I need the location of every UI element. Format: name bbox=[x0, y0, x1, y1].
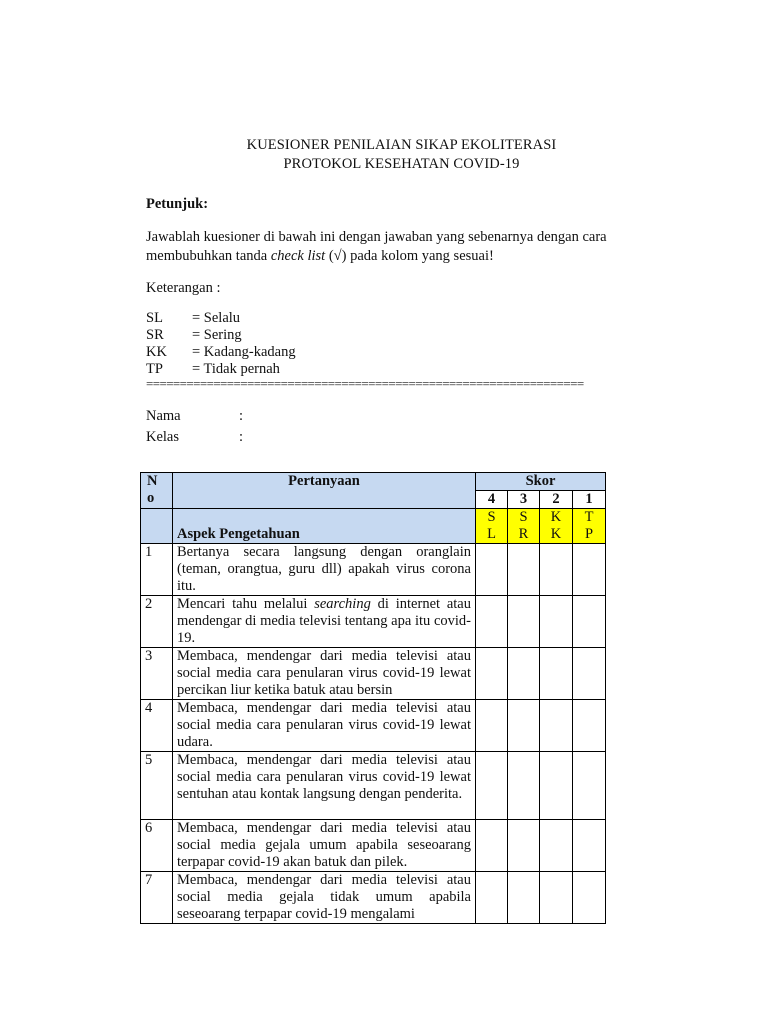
instructions-text-start: Jawablah kuesioner di bawah ini dengan jawaban yang sebenarnya dengan cara membubuhkan tanda bbox=[146, 229, 607, 264]
score-cell-kk[interactable] bbox=[540, 544, 573, 596]
document-title-line1: KUESIONER PENILAIAN SIKAP EKOLITERASI bbox=[246, 137, 557, 153]
row-number: 4 bbox=[141, 700, 173, 752]
question-text bbox=[173, 820, 476, 872]
question-text-part: Membaca, mendengar dari media televisi atau social media gejala tidak umum apabila seseoarang terpapar covid-19 mengalami bbox=[177, 872, 471, 922]
legend-meaning: = Tidak pernah bbox=[192, 361, 280, 377]
row-number: 2 bbox=[141, 596, 173, 648]
table-row bbox=[141, 752, 606, 820]
question-text bbox=[173, 544, 476, 596]
score-cell-sr[interactable] bbox=[508, 872, 540, 924]
score-cell-sr[interactable] bbox=[508, 596, 540, 648]
class-label: Kelas bbox=[146, 429, 180, 445]
score-code-kk bbox=[540, 509, 573, 544]
score-code-line1: S bbox=[487, 509, 496, 525]
legend-meaning: = Selalu bbox=[192, 310, 241, 326]
score-code-sr bbox=[508, 509, 540, 544]
score-code-line2: P bbox=[584, 526, 594, 542]
score-code-tp bbox=[573, 509, 606, 544]
legend-meaning: = Kadang-kadang bbox=[192, 344, 296, 360]
question-text bbox=[173, 872, 476, 924]
score-cell-sl[interactable] bbox=[476, 752, 508, 820]
score-cell-sr[interactable] bbox=[508, 752, 540, 820]
section-title: Aspek Pengetahuan bbox=[173, 509, 476, 544]
section-no-cell bbox=[141, 509, 173, 544]
legend-item bbox=[146, 310, 296, 327]
table-row bbox=[141, 596, 606, 648]
score-code-line2: R bbox=[518, 526, 529, 542]
score-cell-kk[interactable] bbox=[540, 700, 573, 752]
score-cell-sr[interactable] bbox=[508, 820, 540, 872]
score-cell-kk[interactable] bbox=[540, 596, 573, 648]
table-row bbox=[141, 648, 606, 700]
score-header: Skor bbox=[476, 473, 606, 491]
legend-meaning: = Sering bbox=[192, 327, 242, 343]
question-text-part: Bertanya secara langsung dengan oranglain (teman, orangtua, guru dll) apakah virus corona itu. bbox=[177, 544, 471, 594]
separator-line: ================================================================= bbox=[146, 376, 584, 391]
row-number: 6 bbox=[141, 820, 173, 872]
score-code-line1: S bbox=[519, 509, 528, 525]
score-cell-sr[interactable] bbox=[508, 648, 540, 700]
legend-item bbox=[146, 344, 296, 361]
document-title-line2: PROTOKOL KESEHATAN COVID-19 bbox=[283, 156, 520, 172]
score-cell-kk[interactable] bbox=[540, 752, 573, 820]
score-cell-sl[interactable] bbox=[476, 700, 508, 752]
class-field[interactable] bbox=[146, 429, 243, 450]
score-cell-sl[interactable] bbox=[476, 872, 508, 924]
question-text bbox=[173, 700, 476, 752]
score-code-line2: L bbox=[487, 526, 496, 542]
score-code-line1: K bbox=[550, 509, 562, 525]
row-number: 7 bbox=[141, 872, 173, 924]
question-text bbox=[173, 752, 476, 820]
score-cell-sl[interactable] bbox=[476, 544, 508, 596]
question-text-part: Membaca, mendengar dari media televisi atau social media cara penularan virus covid-19 lewat percikan liur ketika batuk atau bersin bbox=[177, 648, 471, 698]
score-value-4: 4 bbox=[476, 491, 508, 509]
legend-code: KK bbox=[146, 344, 167, 360]
class-colon: : bbox=[239, 429, 244, 445]
table-row bbox=[141, 872, 606, 924]
score-cell-tp[interactable] bbox=[573, 596, 606, 648]
score-cell-sl[interactable] bbox=[476, 648, 508, 700]
question-text-part: Membaca, mendengar dari media televisi atau social media cara penularan virus covid-19 lewat udara. bbox=[177, 700, 471, 750]
score-cell-tp[interactable] bbox=[573, 648, 606, 700]
no-header-line2: o bbox=[147, 490, 155, 506]
score-cell-tp[interactable] bbox=[573, 752, 606, 820]
score-cell-sr[interactable] bbox=[508, 544, 540, 596]
identity-fields bbox=[146, 408, 243, 450]
question-text bbox=[173, 648, 476, 700]
legend-heading: Keterangan : bbox=[146, 280, 221, 296]
question-text-part: Mencari tahu melalui bbox=[177, 596, 315, 612]
legend-code: SL bbox=[146, 310, 163, 326]
instructions-text-end: (√) pada kolom yang sesuai! bbox=[325, 248, 494, 264]
score-cell-kk[interactable] bbox=[540, 648, 573, 700]
legend-code: SR bbox=[146, 327, 164, 343]
legend-list bbox=[146, 310, 296, 378]
table-row bbox=[141, 700, 606, 752]
score-value-1: 1 bbox=[573, 491, 606, 509]
score-cell-sr[interactable] bbox=[508, 700, 540, 752]
score-value-3: 3 bbox=[508, 491, 540, 509]
questionnaire-table bbox=[140, 472, 606, 924]
score-cell-kk[interactable] bbox=[540, 820, 573, 872]
row-number: 5 bbox=[141, 752, 173, 820]
legend-code: TP bbox=[146, 361, 163, 377]
no-column-header bbox=[141, 473, 173, 509]
score-cell-sl[interactable] bbox=[476, 820, 508, 872]
score-code-line1: T bbox=[584, 509, 594, 525]
question-text-italic: searching bbox=[314, 596, 371, 612]
score-cell-sl[interactable] bbox=[476, 596, 508, 648]
row-number: 1 bbox=[141, 544, 173, 596]
score-cell-kk[interactable] bbox=[540, 872, 573, 924]
no-header-line1: N bbox=[147, 473, 158, 489]
score-code-line2: K bbox=[550, 526, 562, 542]
name-field[interactable] bbox=[146, 408, 243, 429]
question-text-part: Membaca, mendengar dari media televisi atau social media cara penularan virus covid-19 lewat sentuhan atau kontak langsung dengan penderita. bbox=[177, 752, 471, 802]
name-colon: : bbox=[239, 408, 244, 424]
table-row bbox=[141, 820, 606, 872]
score-cell-tp[interactable] bbox=[573, 872, 606, 924]
row-number: 3 bbox=[141, 648, 173, 700]
question-text-part: Membaca, mendengar dari media televisi atau social media gejala umum apabila seseoarang terpapar covid-19 akan batuk dan pilek. bbox=[177, 820, 471, 870]
question-text-part: di internet atau mendengar di media televisi tentang apa itu covid-19. bbox=[177, 596, 471, 646]
question-text bbox=[173, 596, 476, 648]
instructions-text bbox=[146, 228, 646, 266]
score-cell-tp[interactable] bbox=[573, 820, 606, 872]
name-label: Nama bbox=[146, 408, 181, 424]
table-row bbox=[141, 544, 606, 596]
question-column-header: Pertanyaan bbox=[173, 473, 476, 509]
score-value-2: 2 bbox=[540, 491, 573, 509]
legend-item bbox=[146, 327, 296, 344]
score-cell-tp[interactable] bbox=[573, 544, 606, 596]
instructions-text-italic: check list bbox=[270, 248, 326, 264]
instructions-heading: Petunjuk: bbox=[146, 196, 209, 212]
score-cell-tp[interactable] bbox=[573, 700, 606, 752]
score-code-sl bbox=[476, 509, 508, 544]
